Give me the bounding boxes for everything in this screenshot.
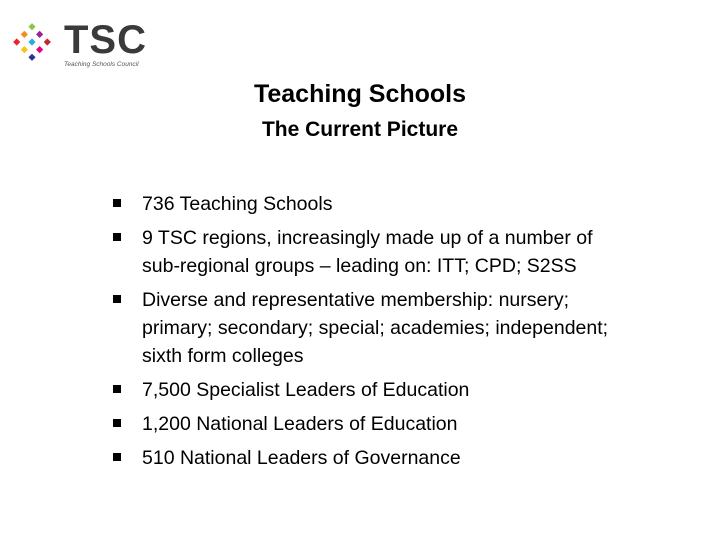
logo-diamond-piece — [13, 38, 20, 45]
page-title: Teaching Schools — [253, 80, 467, 108]
bullet-item: 1,200 National Leaders of Education — [113, 410, 633, 438]
bullet-list — [113, 190, 633, 478]
bullet-item: 7,500 Specialist Leaders of Education — [113, 376, 633, 404]
bullet-item: 9 TSC regions, increasingly made up of a number of sub-regional groups – leading on: ITT; CPD; S2SS — [113, 224, 633, 280]
logo-diamond-piece — [28, 38, 35, 45]
bullet-item: 736 Teaching Schools — [113, 190, 633, 218]
bullet-item: 510 National Leaders of Governance — [113, 444, 633, 472]
logo-diamond-piece — [21, 31, 28, 38]
square-bullet-icon — [113, 453, 121, 461]
logo-diamond-piece — [21, 46, 28, 53]
tsc-logo — [6, 14, 146, 76]
logo-diamond-piece — [28, 54, 35, 61]
logo-tagline: Teaching Schools Council — [64, 61, 139, 68]
square-bullet-icon — [113, 295, 121, 303]
logo-diamond-piece — [36, 31, 43, 38]
square-bullet-icon — [113, 233, 121, 241]
logo-diamond-piece — [44, 38, 51, 45]
bullet-item: Diverse and representative membership: nursery; primary; secondary; special; academies; independent; sixth form colleges — [113, 286, 633, 370]
logo-diamond-icon — [6, 14, 62, 74]
page-subtitle: The Current Picture — [261, 118, 459, 141]
square-bullet-icon — [113, 199, 121, 207]
logo-diamond-piece — [36, 46, 43, 53]
square-bullet-icon — [113, 419, 121, 427]
square-bullet-icon — [113, 385, 121, 393]
logo-diamond-piece — [28, 23, 35, 30]
logo-wordmark: TSC — [64, 18, 147, 62]
